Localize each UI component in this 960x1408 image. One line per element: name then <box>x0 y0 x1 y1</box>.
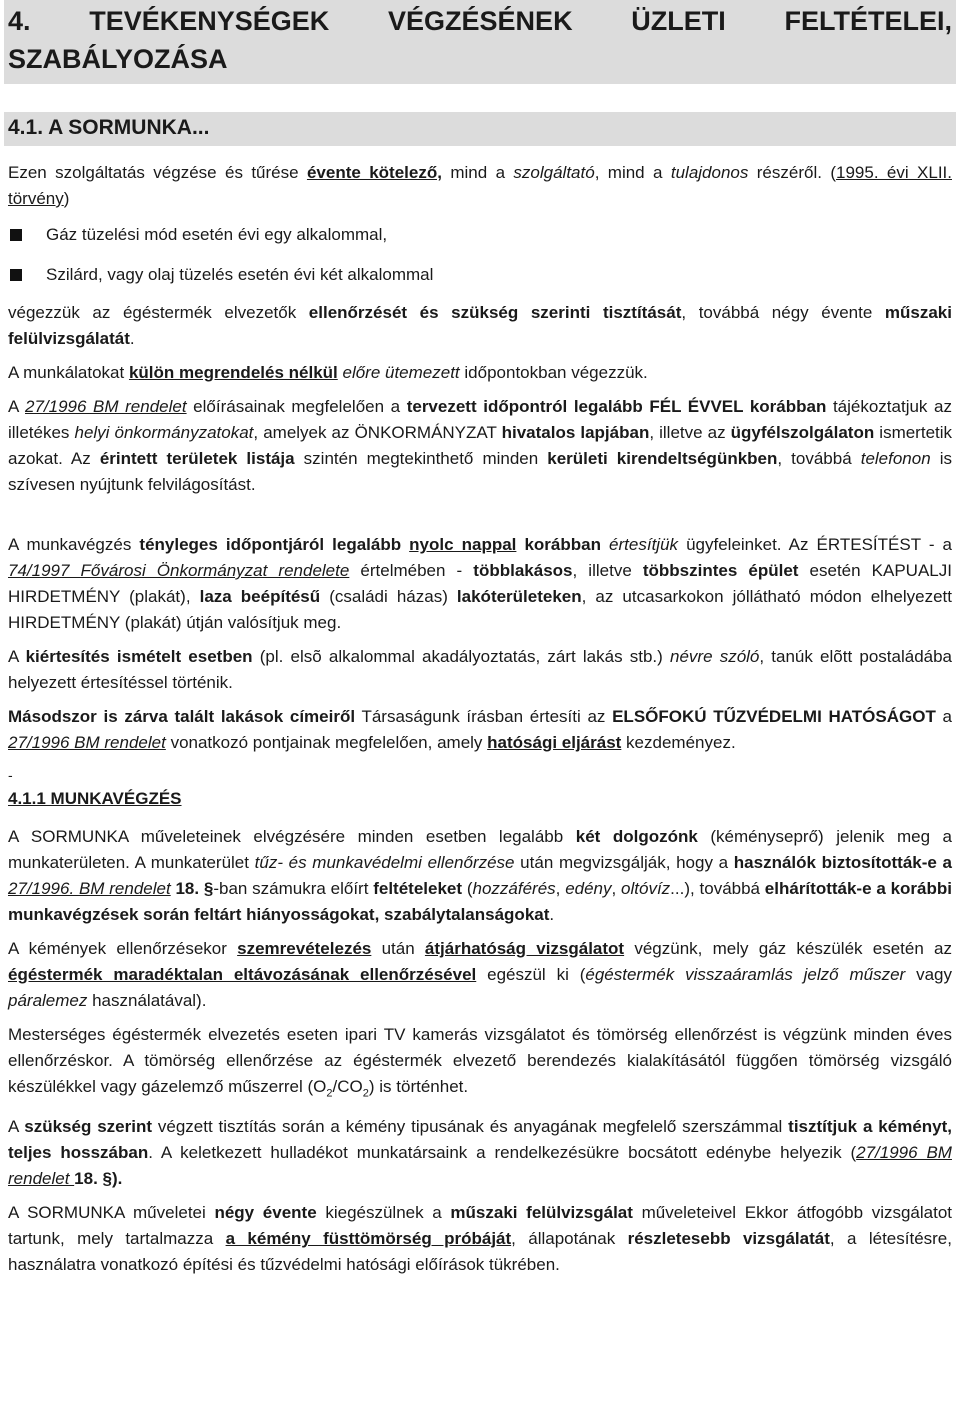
bullet-item <box>4 222 956 248</box>
text-emphasis: évente kötelező, <box>306 163 442 182</box>
square-bullet-icon <box>10 229 22 241</box>
text: A <box>8 647 26 666</box>
text-bold: hivatalos lapjában <box>501 423 650 442</box>
text-italic: oltóvíz <box>621 879 671 898</box>
text-bold: érintett területek listája <box>99 449 295 468</box>
text-bold: lakóterületeken <box>456 587 582 606</box>
text: ) <box>63 189 70 208</box>
paragraph-authority <box>4 704 956 756</box>
text-bold: többlakásos <box>473 561 573 580</box>
text: használatával). <box>87 991 207 1010</box>
text: , mind a <box>594 163 671 182</box>
text: kiegészülnek a <box>316 1203 451 1223</box>
text-italic: páralemez <box>8 991 88 1010</box>
text: A munkavégzés <box>8 535 140 554</box>
text: , illetve az <box>649 423 731 442</box>
text-bold: feltételeket <box>373 879 463 898</box>
subscript: 2 <box>362 1087 369 1100</box>
text-emphasis: a kémény füsttömörség próbáját <box>225 1229 512 1249</box>
text-bold: kiértesítés ismételt esetben <box>25 647 253 666</box>
text-emphasis: átjárhatóság vizsgálatot <box>424 939 625 958</box>
paragraph-obligation <box>4 160 956 212</box>
text-italic: helyi önkormányzatokat <box>74 423 254 442</box>
text-bold: tényleges időpontjáról legalább <box>139 535 410 554</box>
bullet-item <box>4 262 956 288</box>
text: A kémények ellenőrzésekor <box>8 939 238 958</box>
paragraph-chimney-check <box>4 936 956 1014</box>
text: részéről. ( <box>748 163 836 182</box>
text-bold: elhárították-e a korábbi munkavégzések során feltárt hiányosságokat, szabálytalanságokat <box>8 879 952 924</box>
text: ...), továbbá <box>670 879 765 898</box>
text-emphasis: hatósági eljárást <box>487 733 622 752</box>
text: , továbbá négy évente <box>681 303 885 322</box>
law-reference: 74/1997 Fővárosi Önkormányzat rendelete <box>8 561 350 580</box>
text: (családi házas) <box>320 587 457 606</box>
text: ismertetik azokat. Az <box>8 423 953 468</box>
text-bold: Másodszor is zárva talált lakások címeiről <box>8 707 356 726</box>
text: , az utcasarkokon jóllátható módon elhelyezett HIRDETMÉNY (plakát) útján valósítjuk meg. <box>8 587 952 632</box>
section-heading: 4.1. A SORMUNKA... <box>4 112 956 146</box>
text-bold: ELSŐFOKÚ TŰZVÉDELMI HATÓSÁGOT <box>612 707 936 726</box>
text: ügyfeleinket. Az ÉRTESÍTÉST - a <box>678 535 952 554</box>
text-bold: két dolgozónk <box>575 827 698 846</box>
text-bold: szükség szerint <box>24 1117 153 1137</box>
paragraph-technical-review <box>4 1200 956 1278</box>
text: végezzük az égéstermék elvezetők <box>8 303 309 322</box>
text: -ban számukra előírt <box>213 879 374 898</box>
text: , illetve <box>572 561 643 580</box>
paragraph-notification <box>4 532 956 636</box>
paragraph-inspection <box>4 300 956 352</box>
dash-marker: - <box>8 767 13 783</box>
text: után megvizsgálják, hogy a <box>514 853 734 872</box>
text-italic: edény <box>565 879 612 898</box>
bullet-list <box>4 222 956 288</box>
text-bold: műszaki felülvizsgálat <box>450 1203 633 1223</box>
text: A munkálatokat <box>8 363 129 382</box>
text-bold: ). <box>112 1169 123 1189</box>
text: mind a <box>441 163 514 182</box>
text-bold: tisztítjuk a kéményt, teljes hosszában <box>8 1117 952 1163</box>
paragraph-schedule <box>4 360 956 386</box>
text: Társaságunk írásban értesíti az <box>355 707 613 726</box>
text: ( <box>462 879 473 898</box>
text-italic: értesítjük <box>609 535 679 554</box>
text: szintén megtekinthető minden <box>294 449 548 468</box>
text: , továbbá <box>777 449 861 468</box>
law-reference: 1995. évi XLII. törvény <box>8 163 952 208</box>
text: egészül ki ( <box>476 965 586 984</box>
text: , állapotának <box>511 1229 628 1249</box>
text-italic: szolgáltató <box>513 163 595 182</box>
text: . <box>549 905 555 924</box>
text: A SORMUNKA műveletei <box>8 1203 215 1223</box>
text: időpontokban végezzük. <box>459 363 648 382</box>
text: . <box>129 329 135 348</box>
paragraph-cleaning <box>4 1114 956 1192</box>
text: A <box>8 397 25 416</box>
bullet-text: Szilárd, vagy olaj tüzelés esetén évi két alkalommal <box>46 265 434 284</box>
text-italic: tulajdonos <box>670 163 749 182</box>
text: tájékoztatjuk az illetékes <box>8 397 952 442</box>
text-bold: többszintes épület <box>642 561 799 580</box>
law-reference: 27/1996 BM rendelet <box>8 733 166 752</box>
text: kezdeményez. <box>621 733 736 752</box>
text <box>601 535 609 554</box>
paragraph-work <box>4 824 956 928</box>
subsection-heading: 4.1.1 MUNKAVÉGZÉS <box>8 789 182 808</box>
text: (kéményseprő) jelenik meg a munkaterületen. A munkaterület <box>8 827 952 872</box>
text: Ezen szolgáltatás végzése és tűrése <box>8 163 307 182</box>
text-emphasis: külön megrendelés nélkül <box>128 363 338 382</box>
bullet-text: Gáz tüzelési mód esetén évi egy alkalommal, <box>46 225 388 244</box>
text: végzünk, mely gáz készülék esetén az <box>624 939 952 958</box>
text: a <box>935 707 952 726</box>
text-bold: laza beépítésű <box>199 587 321 606</box>
square-bullet-icon <box>10 269 22 281</box>
text-bold: részletesebb vizsgálatát <box>627 1229 830 1249</box>
chapter-heading <box>4 0 956 84</box>
text-bold: 18. <box>74 1169 103 1189</box>
text-bold: ellenőrzését és szükség szerinti tisztítását <box>308 303 682 322</box>
section-sign: § <box>203 879 214 898</box>
chapter-heading-line1: 4. TEVÉKENYSÉGEK VÉGZÉSÉNEK ÜZLETI FELTÉTELEI, <box>8 6 952 36</box>
text: , tanúk elõtt postaládába helyezett értesítéssel történik. <box>8 647 953 692</box>
text: /CO <box>332 1077 363 1096</box>
paragraph-tightness <box>4 1022 956 1106</box>
text: után <box>371 939 425 958</box>
subscript: 2 <box>326 1087 333 1100</box>
text-bold: korábban <box>516 535 601 554</box>
text: (pl. elsõ alkalommal akadályoztatás, zárt lakás stb.) <box>252 647 670 666</box>
text-italic: égéstermék visszaáramlás jelző műszer <box>585 965 906 984</box>
text: , <box>611 879 622 898</box>
text: Mesterséges égéstermék elvezetés eseten ipari TV kamerás vizsgálatot és tömörség ellenőrzést is végzünk minden éves ellenőrzéskor. A tömörség ellenőrzése az égéstermék elvezető berendezés kialakításától függően tömörség vizsgáló készülékkel vagy gázelemző műszerrel (O <box>8 1025 952 1096</box>
text-italic: tűz- és munkavédelmi ellenőrzése <box>254 853 515 872</box>
text: is szívesen nyújtunk felvilágosítást. <box>8 449 953 494</box>
text-emphasis: szemrevételezés <box>237 939 372 958</box>
text: A SORMUNKA műveleteinek elvégzésére minden esetben legalább <box>8 827 576 846</box>
chapter-heading-line2: SZABÁLYOZÁSA <box>8 44 228 74</box>
text-bold: tervezett időpontról legalább FÉL ÉVVEL korábban <box>406 397 827 416</box>
text: . A keletkezett hulladékot munkatársaink a rendelkezésükre bocsátott edénybe helyezik ( <box>148 1143 857 1163</box>
text-italic: névre szóló <box>670 647 760 666</box>
text: értelmében - <box>349 561 474 580</box>
text: , a létesítésre, használatra vonatkozó építési és tűzvédelmi hatósági előírások tükrében. <box>8 1229 952 1275</box>
text-emphasis: égéstermék maradéktalan eltávozásának ellenőrzésével <box>8 965 477 984</box>
text-emphasis: nyolc nappal <box>409 535 517 554</box>
text: , amelyek az ÖNKORMÁNYZAT <box>253 423 502 442</box>
paragraph-notice <box>4 394 956 498</box>
text-bold: kerületi kirendeltségünkben <box>547 449 778 468</box>
text-italic: hozzáférés <box>472 879 556 898</box>
section-sign: § <box>102 1169 112 1189</box>
law-reference: 27/1996. BM rendelet <box>8 879 171 898</box>
text: vagy <box>905 965 952 984</box>
text: vonatkozó pontjainak megfelelően, amely <box>165 733 488 752</box>
text: előírásainak megfelelően a <box>186 397 407 416</box>
text: esetén KAPUALJI HIRDETMÉNY (plakát), <box>8 561 952 606</box>
text-bold: négy évente <box>214 1203 317 1223</box>
text-italic: telefonon <box>860 449 931 468</box>
text-bold: 18. <box>170 879 204 898</box>
text: ) is történhet. <box>368 1077 469 1096</box>
text: végzett tisztítás során a kémény tipusának és anyagának megfelelő szerszámmal <box>152 1117 789 1137</box>
paragraph-repeat-notice <box>4 644 956 696</box>
text-bold: ügyfélszolgálaton <box>730 423 875 442</box>
text-bold: műszaki felülvizsgálatát <box>8 303 952 348</box>
text: műveleteivel Ekkor átfogóbb vizsgálatot tartunk, mely tartalmazza <box>8 1203 953 1249</box>
law-reference: 27/1996 BM rendelet <box>25 397 187 416</box>
law-reference: 27/1996 BM rendelet <box>8 1143 952 1189</box>
text-bold: használók biztosították-e a <box>733 853 952 872</box>
text-italic: előre ütemezett <box>342 363 460 382</box>
text: , <box>555 879 566 898</box>
text: A <box>8 1117 25 1137</box>
